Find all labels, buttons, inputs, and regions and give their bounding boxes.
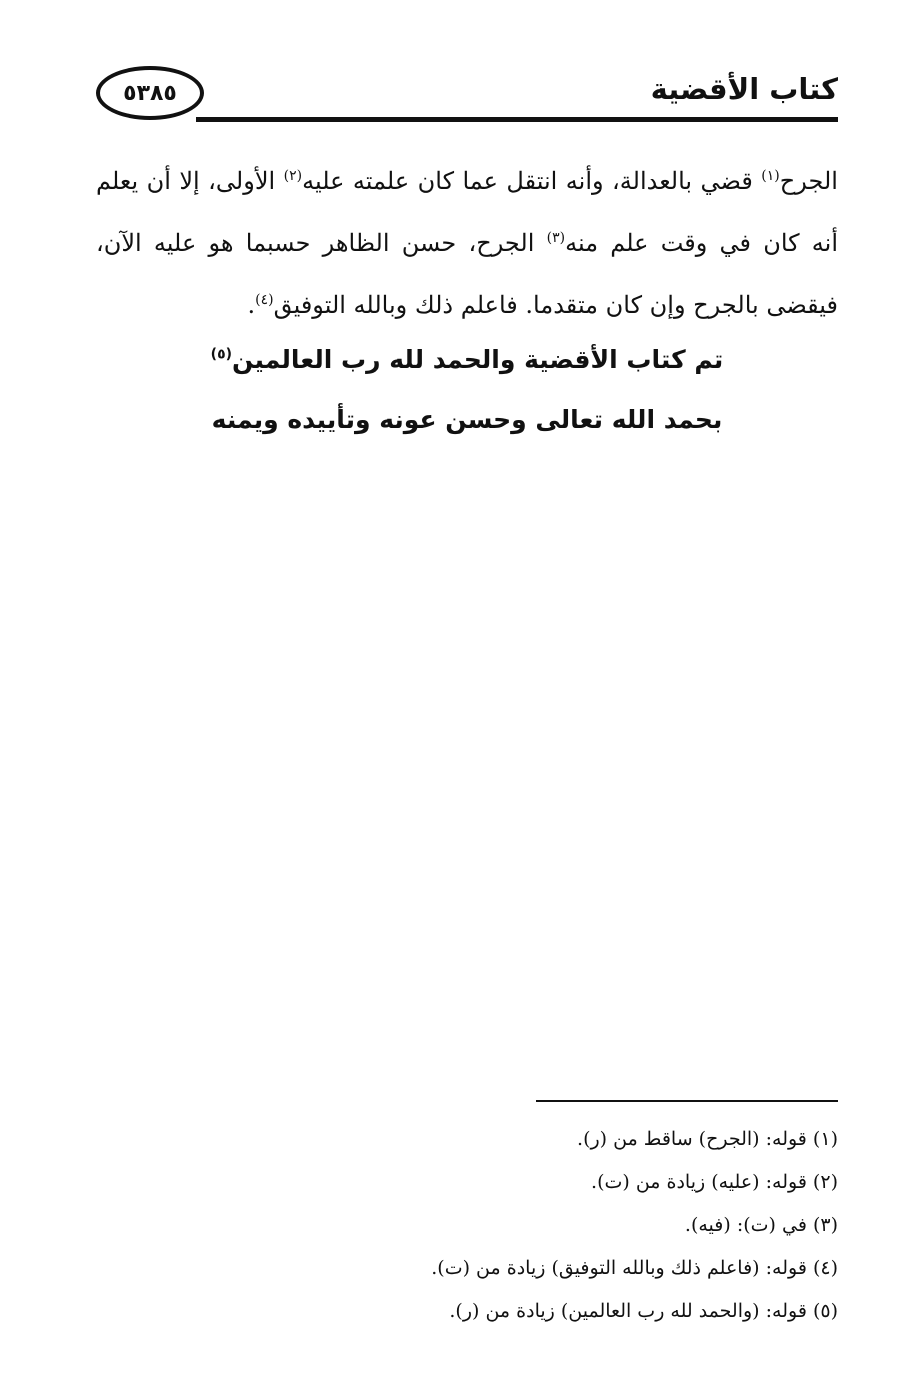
footnote-3: (٣) في (ت): (فيه). (684, 1214, 838, 1236)
main-text (96, 150, 838, 336)
footnote-ref-3: (٣) (546, 230, 566, 246)
footnote-ref-1: (١) (761, 168, 780, 184)
colophon-line-2: بحمد الله تعالى وحسن عونه وتأييده ويمنه (211, 405, 723, 434)
footnote-4: (٤) قوله: (فاعلم ذلك وبالله التوفيق) زيادة من (ت). (431, 1257, 838, 1279)
colophon-line-1 (96, 330, 838, 390)
footnote-5: (٥) قوله: (والحمد لله رب العالمين) زيادة من (ر). (449, 1300, 838, 1322)
running-title: كتاب الأقضية (650, 72, 838, 106)
body-paragraph (96, 150, 838, 336)
text-segment: الجرح، حسن الظاهر حسبما هو عليه الآن، فيقضى بالجرح وإن كان متقدما. فاعلم ذلك وبالله التوفيق (96, 229, 838, 319)
colophon (96, 330, 838, 450)
page-number-oval (96, 66, 204, 120)
text-segment: الجرح (779, 167, 838, 195)
footnote-ref-5: (٥) (210, 346, 233, 363)
footnotes (96, 1118, 838, 1333)
page-number: ٥٣٨٥ (123, 80, 177, 106)
text-segment: الأولى، إلا أن يعلم أنه كان في وقت علم منه (96, 167, 839, 257)
footnote-1: (١) قوله: (الجرح) ساقط من (ر). (577, 1128, 838, 1150)
header-rule (196, 117, 838, 122)
text-segment: . (247, 291, 256, 319)
footnote-ref-4: (٤) (255, 292, 274, 308)
text-segment: قضي بالعدالة، وأنه انتقل عما كان علمته عليه (302, 167, 762, 195)
colophon-text: تم كتاب الأقضية والحمد لله رب العالمين (232, 345, 724, 374)
footnote-separator (536, 1100, 838, 1102)
footnote-ref-2: (٢) (283, 168, 303, 184)
footnote-2: (٢) قوله: (عليه) زيادة من (ت). (591, 1171, 838, 1193)
